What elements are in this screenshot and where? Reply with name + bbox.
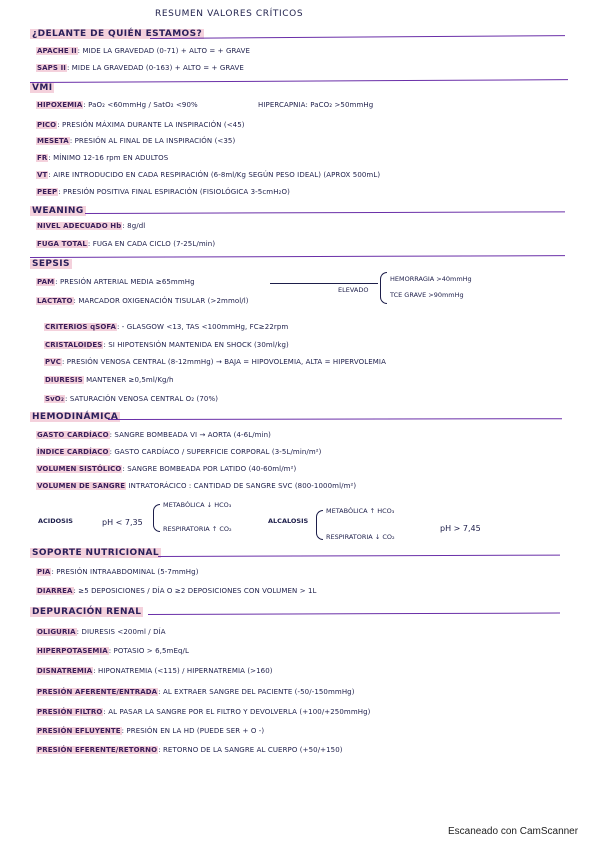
brace (380, 272, 387, 304)
section-header-weaning: WEANING (32, 206, 84, 216)
line-gasto: GASTO CARDÍACO: SANGRE BOMBEADA VI → AORTA (4-6L/min) (37, 431, 271, 439)
line-presion-aferente: PRESIÓN AFERENTE/ENTRADA: AL EXTRAER SANGRE DEL PACIENTE (-50/-150mmHg) (37, 688, 355, 696)
alcalosis-respiratoria: RESPIRATORIA ↓ CO₂ (326, 533, 395, 541)
line-oliguria: OLIGURIA: DIURESIS <200ml / DÍA (37, 628, 166, 636)
arrow-line (270, 283, 378, 284)
section-header-soporte: SOPORTE NUTRICIONAL (32, 548, 160, 558)
section-header-sepsis: SEPSIS (32, 259, 70, 269)
line-disnatremia: DISNATREMIA: HIPONATREMIA (<115) / HIPERNATREMIA (>160) (37, 667, 273, 675)
note-hemorragia: HEMORRAGIA >40mmHg (390, 275, 472, 283)
brace (153, 504, 160, 532)
label-acidosis: ACIDOSIS (38, 517, 73, 525)
line-lactato: LACTATO: MARCADOR OXIGENACIÓN TISULAR (>2mmol/l) (37, 297, 249, 305)
line-saps: SAPS II: MIDE LA GRAVEDAD (0-163) + ALTO = + GRAVE (37, 64, 244, 72)
line-pvc: PVC: PRESIÓN VENOSA CENTRAL (8-12mmHg) → BAJA = HIPOVOLEMIA, ALTA = HIPERVOLEMIA (45, 358, 386, 366)
line-diuresis: DIURESIS MANTENER ≥0,5ml/Kg/h (45, 376, 174, 384)
alcalosis-metabolica: METABÓLICA ↑ HCO₃ (326, 507, 395, 515)
line-cristaloides: CRISTALOIDES: SI HIPOTENSIÓN MANTENIDA EN SHOCK (30ml/kg) (45, 341, 289, 349)
divider (85, 211, 565, 214)
line-meseta: MESETA: PRESIÓN AL FINAL DE LA INSPIRACIÓN (<35) (37, 137, 236, 145)
acidosis-respiratoria: RESPIRATORIA ↑ CO₂ (163, 525, 232, 533)
section-header-delante: ¿DELANTE DE QUIÉN ESTAMOS? (32, 29, 203, 39)
line-apache: APACHE II: MIDE LA GRAVEDAD (0-71) + ALTO = + GRAVE (37, 47, 251, 55)
section-header-vmi: VMI (32, 83, 53, 93)
divider (158, 555, 560, 557)
divider (30, 255, 565, 258)
line-hipoxemia: HIPOXEMIA: PaO₂ <60mmHg / SatO₂ <90% (37, 101, 198, 109)
divider (108, 418, 562, 420)
section-header-depuracion: DEPURACIÓN RENAL (32, 607, 142, 617)
line-pam: PAM: PRESIÓN ARTERIAL MEDIA ≥65mmHg (37, 278, 195, 286)
divider (30, 79, 568, 83)
line-volumen-sangre: VOLUMEN DE SANGRE INTRATORÁCICO : CANTIDAD DE SANGRE SVC (800-1000ml/m²) (37, 482, 357, 490)
line-diarrea: DIARREA: ≥5 DEPOSICIONES / DÍA O ≥2 DEPOSICIONES CON VOLUMEN > 1L (37, 587, 317, 595)
line-fr: FR: MÍNIMO 12-16 rpm EN ADULTOS (37, 154, 169, 162)
acidosis-metabolica: METABÓLICA ↓ HCO₃ (163, 501, 232, 509)
line-volumen-sistolico: VOLUMEN SISTÓLICO: SANGRE BOMBEADA POR LATIDO (40-60ml/m²) (37, 465, 297, 473)
line-hb: NIVEL ADECUADO Hb: 8g/dl (37, 222, 146, 230)
note-tce: TCE GRAVE >90mmHg (390, 291, 464, 299)
scanner-watermark: Escaneado con CamScanner (448, 826, 579, 837)
section-header-hemodinamica: HEMODINÁMICA (32, 412, 119, 422)
alcalosis-ph: pH > 7,45 (440, 524, 481, 533)
line-peep: PEEP: PRESIÓN POSITIVA FINAL ESPIRACIÓN (FISIOLÓGICA 3-5cmH₂O) (37, 188, 290, 196)
line-fuga: FUGA TOTAL: FUGA EN CADA CICLO (7-25L/min) (37, 240, 216, 248)
line-pico: PICO: PRESIÓN MÁXIMA DURANTE LA INSPIRACIÓN (<45) (37, 121, 245, 129)
note-elevado: ELEVADO (338, 286, 369, 294)
line-vt: VT: AIRE INTRODUCIDO EN CADA RESPIRACIÓN (6-8ml/Kg SEGÚN PESO IDEAL) (APROX 500mL) (37, 171, 381, 179)
label-alcalosis: ALCALOSIS (268, 517, 309, 525)
divider (150, 35, 565, 39)
brace (316, 510, 323, 540)
divider (148, 613, 560, 615)
line-pia: PIA: PRESIÓN INTRAABDOMINAL (5-7mmHg) (37, 568, 199, 576)
line-presion-eferente: PRESIÓN EFERENTE/RETORNO: RETORNO DE LA SANGRE AL CUERPO (+50/+150) (37, 746, 343, 754)
line-presion-efluyente: PRESIÓN EFLUYENTE: PRESIÓN EN LA HD (PUEDE SER + O -) (37, 727, 265, 735)
acidosis-ph: pH < 7,35 (102, 518, 143, 527)
line-svo2: SvO₂: SATURACIÓN VENOSA CENTRAL O₂ (70%) (45, 395, 219, 403)
page-title: RESUMEN VALORES CRÍTICOS (155, 9, 304, 19)
line-presion-filtro: PRESIÓN FILTRO: AL PASAR LA SANGRE POR EL FILTRO Y DEVOLVERLA (+100/+250mmHg) (37, 708, 371, 716)
line-hiperpotasemia: HIPERPOTASEMIA: POTASIO > 6,5mEq/L (37, 647, 189, 655)
line-qsofa: CRITERIOS qSOFA: - GLASGOW <13, TAS <100mmHg, FC≥22rpm (45, 323, 289, 331)
line-hipercapnia: HIPERCAPNIA: PaCO₂ >50mmHg (258, 101, 374, 109)
line-indice: ÍNDICE CARDÍACO: GASTO CARDÍACO / SUPERFICIE CORPORAL (3-5L/min/m²) (37, 448, 322, 456)
